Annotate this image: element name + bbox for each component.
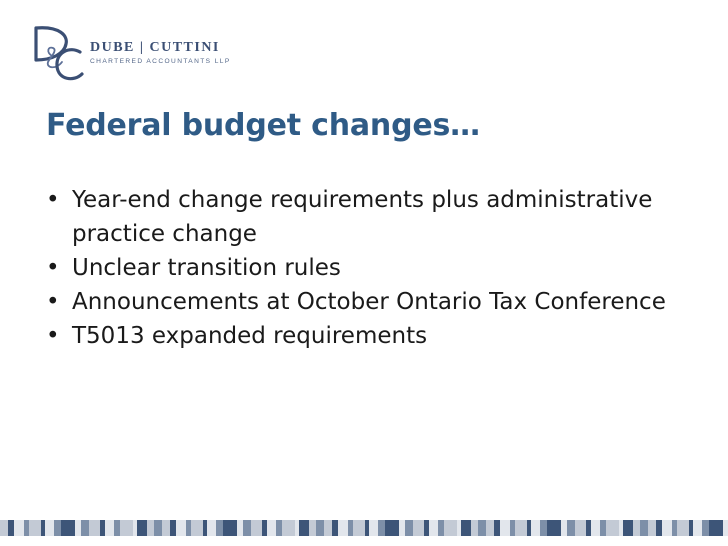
footer-stripe — [147, 520, 154, 536]
footer-stripe — [282, 520, 295, 536]
footer-stripe — [531, 520, 540, 536]
footer-stripe — [299, 520, 309, 536]
logo-monogram-graphic — [30, 22, 92, 86]
bullet-dot-icon: • — [46, 289, 60, 315]
footer-stripe — [540, 520, 547, 536]
company-logo — [30, 22, 260, 92]
footer-stripe — [385, 520, 399, 536]
footer-stripe — [606, 520, 619, 536]
bullet-dot-icon: • — [46, 323, 60, 349]
footer-stripe — [471, 520, 478, 536]
footer-stripe — [105, 520, 114, 536]
bullet-text: Unclear transition rules — [72, 255, 341, 281]
footer-stripe — [429, 520, 438, 536]
footer-stripe — [137, 520, 147, 536]
footer-stripe — [405, 520, 413, 536]
footer-stripe — [500, 520, 510, 536]
logo-monogram — [30, 22, 92, 86]
bullet-item — [46, 183, 696, 251]
footer-stripe — [191, 520, 203, 536]
footer-stripe — [243, 520, 251, 536]
footer-stripe — [267, 520, 276, 536]
footer-stripe — [486, 520, 494, 536]
footer-stripe — [223, 520, 237, 536]
footer-stripe — [29, 520, 41, 536]
slide-title: Federal budget changes… — [46, 108, 480, 143]
footer-stripe — [662, 520, 672, 536]
footer-stripe — [591, 520, 600, 536]
footer-stripe — [54, 520, 61, 536]
bullet-dot-icon: • — [46, 187, 60, 213]
bullet-list — [46, 183, 696, 353]
footer-stripe — [353, 520, 365, 536]
footer-stripe — [648, 520, 656, 536]
footer-stripe — [45, 520, 54, 536]
footer-stripe — [81, 520, 89, 536]
footer-decorative-bar — [0, 520, 728, 536]
footer-stripe — [251, 520, 262, 536]
footer-stripe — [413, 520, 424, 536]
footer-stripe — [640, 520, 648, 536]
footer-stripe — [89, 520, 100, 536]
bullet-dot-icon: • — [46, 255, 60, 281]
footer-stripe — [0, 520, 8, 536]
footer-stripe — [14, 520, 24, 536]
footer-stripe — [461, 520, 471, 536]
footer-stripe — [567, 520, 575, 536]
footer-stripe — [702, 520, 709, 536]
footer-stripe — [444, 520, 457, 536]
footer-stripe — [515, 520, 527, 536]
footer-stripe — [623, 520, 633, 536]
footer-stripe — [162, 520, 170, 536]
footer-stripe — [633, 520, 640, 536]
footer-stripe — [693, 520, 702, 536]
footer-stripe — [723, 520, 728, 536]
bullet-text: T5013 expanded requirements — [72, 323, 428, 349]
footer-stripe — [207, 520, 216, 536]
footer-stripe — [309, 520, 316, 536]
bullet-item — [46, 251, 696, 285]
footer-stripe — [547, 520, 561, 536]
footer-stripe — [176, 520, 186, 536]
footer-stripe — [478, 520, 486, 536]
logo-wordmark — [90, 40, 231, 65]
footer-stripe — [120, 520, 133, 536]
footer-stripe — [154, 520, 162, 536]
logo-company-subtitle: CHARTERED ACCOUNTANTS LLP — [90, 58, 231, 65]
bullet-text: Announcements at October Ontario Tax Conference — [72, 289, 666, 315]
bullet-text: Year-end change requirements plus administrative practice change — [72, 187, 653, 247]
footer-stripe — [316, 520, 324, 536]
footer-stripe — [324, 520, 332, 536]
footer-stripe — [216, 520, 223, 536]
bullet-item — [46, 319, 696, 353]
footer-stripe — [575, 520, 586, 536]
logo-company-name: DUBE | CUTTINI — [90, 40, 220, 55]
footer-stripe — [709, 520, 723, 536]
footer-stripe — [677, 520, 689, 536]
footer-stripe — [378, 520, 385, 536]
footer-stripe — [338, 520, 348, 536]
bullet-item — [46, 285, 696, 319]
footer-stripe — [369, 520, 378, 536]
footer-stripe — [61, 520, 75, 536]
